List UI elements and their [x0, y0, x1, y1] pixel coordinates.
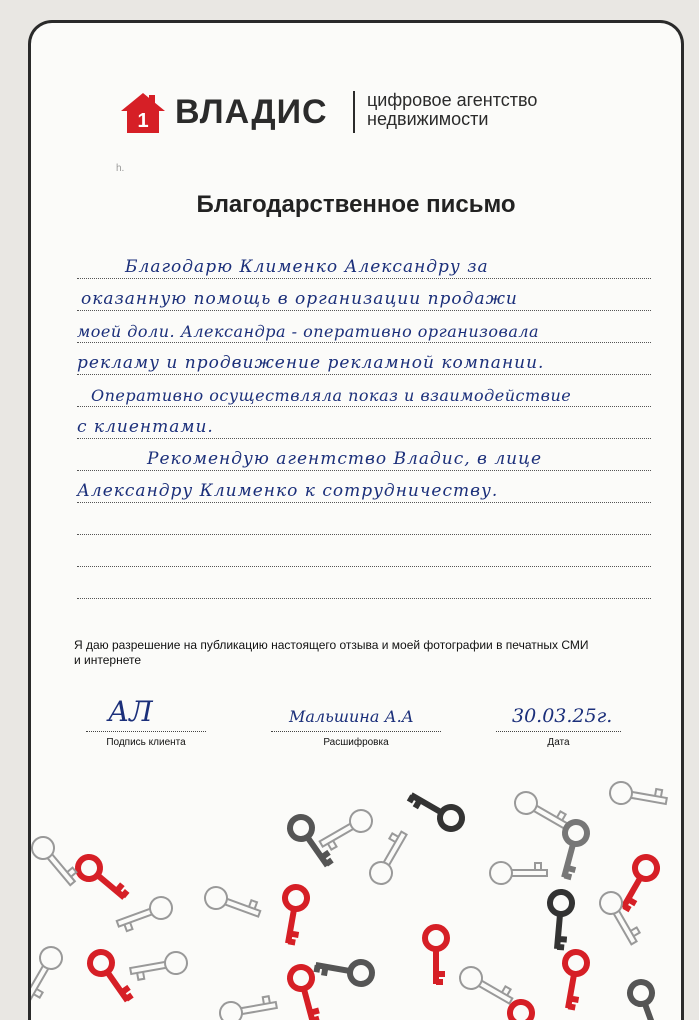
key-icon: [546, 891, 573, 950]
handwritten-text: Александру Клименко к сотрудничеству.: [77, 481, 499, 501]
brand-tagline: [367, 91, 537, 129]
key-icon: [31, 833, 81, 891]
letter-line: [77, 471, 651, 503]
key-icon: [425, 927, 447, 984]
key-icon: [31, 943, 66, 1003]
letter-line: [77, 439, 651, 471]
handwritten-text: Рекомендую агентство Владис, в лице: [147, 449, 543, 469]
key-icon: [114, 894, 175, 934]
letter-line: [77, 247, 651, 279]
handwritten-text: моей доли. Александра - оперативно организовала: [77, 322, 540, 341]
key-icon: [202, 884, 263, 924]
corner-mark: h.: [116, 163, 125, 174]
key-icon: [553, 820, 589, 881]
decoding-value: Мальшина А.А: [289, 707, 414, 726]
key-icon: [314, 954, 374, 986]
key-icon: [288, 965, 324, 1020]
svg-text:1: 1: [137, 110, 149, 132]
handwritten-text: рекламу и продвижение рекламной компании.: [77, 353, 545, 373]
handwritten-text: Благодарю Клименко Александру за: [125, 257, 489, 277]
key-icon: [613, 853, 661, 913]
key-icon: [366, 828, 414, 888]
key-icon: [456, 963, 516, 1011]
handwritten-text: оказанную помощь в организации продажи: [81, 289, 518, 309]
key-icon: [557, 950, 589, 1010]
letter-line: [77, 375, 651, 407]
date-value: 30.03.25г.: [512, 705, 613, 727]
key-icon: [316, 806, 376, 854]
brand-tagline-line2: недвижимости: [367, 109, 489, 129]
date-label: Дата: [547, 737, 570, 748]
key-icon: [406, 785, 466, 833]
key-icon: [483, 998, 536, 1020]
signature-value: АЛ: [108, 695, 153, 728]
letter-line: [77, 535, 651, 567]
signature-label: Подпись клиента: [106, 737, 186, 748]
key-icon: [608, 780, 668, 812]
brand-logo: [119, 87, 599, 147]
decoding-field: [271, 695, 441, 751]
signature-underline: [86, 731, 206, 732]
letter-line: [77, 407, 651, 439]
date-underline: [496, 731, 621, 732]
key-icon: [490, 862, 547, 884]
brand-name: ВЛАДИС: [175, 93, 328, 131]
key-icon: [277, 885, 309, 945]
key-icon: [129, 950, 189, 982]
key-icon: [218, 994, 278, 1020]
key-icon: [86, 948, 137, 1007]
letter-line: [77, 311, 651, 343]
key-icon: [627, 979, 667, 1020]
handwritten-text: Оперативно осуществляла показ и взаимодействие: [91, 386, 572, 405]
key-icon: [74, 853, 132, 906]
keys-pattern: [31, 763, 684, 1020]
brand-tagline-line1: цифровое агентство: [367, 90, 538, 110]
key-icon: [511, 788, 571, 836]
letter-title: Благодарственное письмо: [196, 191, 516, 218]
letter-body: [77, 247, 651, 599]
consent-text: Я даю разрешение на публикацию настоящего отзыва и моей фотографии в печатных СМИ и интернете: [74, 638, 589, 667]
key-icon: [596, 888, 644, 948]
date-field: [496, 695, 621, 751]
letter-line: [77, 567, 651, 599]
letter-sheet: [28, 20, 684, 1020]
letter-line: [77, 343, 651, 375]
letter-line: [77, 279, 651, 311]
letter-line: [77, 503, 651, 535]
brand-divider: [353, 91, 355, 133]
house-logo-icon: [119, 91, 167, 135]
decoding-label: Расшифровка: [323, 737, 389, 748]
handwritten-text: с клиентами.: [77, 417, 214, 437]
decoding-underline: [271, 731, 441, 732]
signature-field: [86, 695, 206, 751]
